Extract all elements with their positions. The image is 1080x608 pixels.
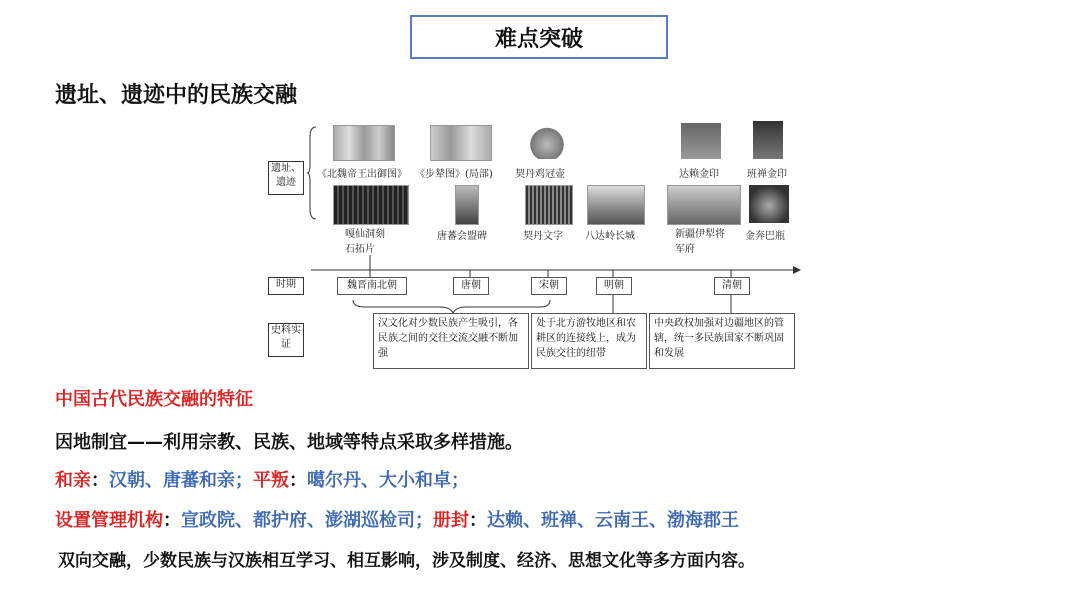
colon: ： bbox=[469, 510, 487, 531]
period-label: 明朝 bbox=[596, 277, 632, 295]
label-heqin: 和亲 bbox=[55, 470, 91, 491]
feature-line-4: 双向交融，少数民族与汉族相互学习、相互影响，涉及制度、经济、思想文化等多方面内容。 bbox=[58, 551, 755, 571]
artifact-caption: 八达岭长城 bbox=[585, 231, 635, 242]
row-label-evidence: 史料实证 bbox=[268, 323, 304, 357]
colon: ： bbox=[91, 470, 109, 491]
period-label: 唐朝 bbox=[453, 277, 489, 295]
feature-line-3 bbox=[55, 506, 739, 532]
artifact-caption: 契丹文字 bbox=[523, 231, 563, 242]
section-subtitle: 遗址、遗迹中的民族交融 bbox=[55, 83, 298, 108]
evidence-box: 中央政权加强对边疆地区的管辖，统一多民族国家不断巩固和发展 bbox=[649, 313, 795, 369]
value-pingpan: 噶尔丹、大小和卓； bbox=[307, 470, 469, 491]
history-diagram bbox=[265, 115, 805, 373]
period-label: 宋朝 bbox=[531, 277, 567, 295]
artifact-caption: 嘎仙洞刻石拓片 bbox=[345, 229, 385, 255]
row-label-period: 时期 bbox=[268, 277, 304, 295]
feature-line-2 bbox=[55, 466, 469, 492]
artifact-caption: 金奔巴瓶 bbox=[745, 231, 785, 242]
artifact-caption: 新疆伊犁将军府 bbox=[675, 229, 725, 255]
label-pingpan: 平叛 bbox=[253, 470, 289, 491]
feature-line-1: 因地制宜——利用宗教、民族、地域等特点采取多样措施。 bbox=[55, 432, 523, 453]
colon: ： bbox=[289, 470, 307, 491]
artifact-caption: 班禅金印 bbox=[747, 169, 787, 180]
evidence-box: 处于北方游牧地区和农耕区的连接线上，成为民族交往的纽带 bbox=[531, 313, 647, 369]
feature-heading: 中国古代民族交融的特征 bbox=[55, 389, 253, 410]
page-title: 难点突破 bbox=[410, 15, 668, 59]
colon: ： bbox=[163, 510, 181, 531]
artifact-caption: 达赖金印 bbox=[679, 169, 719, 180]
period-label: 清朝 bbox=[714, 277, 750, 295]
artifact-caption: 唐蕃会盟碑 bbox=[437, 231, 487, 242]
artifact-caption: 《北魏帝王出御图》 bbox=[317, 169, 407, 180]
value-cefeng: 达赖、班禅、云南王、渤海郡王 bbox=[487, 510, 739, 531]
value-heqin: 汉朝、唐蕃和亲； bbox=[109, 470, 253, 491]
artifact-caption: 《步辇图》(局部) bbox=[415, 169, 493, 180]
label-institutions: 设置管理机构 bbox=[55, 510, 163, 531]
evidence-box: 汉文化对少数民族产生吸引，各民族之间的交往交流交融不断加强 bbox=[373, 313, 529, 369]
row-label-sites: 遗址、遗迹 bbox=[268, 161, 304, 195]
period-label: 魏晋南北朝 bbox=[337, 277, 407, 295]
label-cefeng: 册封 bbox=[433, 510, 469, 531]
value-institutions: 宣政院、都护府、澎湖巡检司； bbox=[181, 510, 433, 531]
artifact-caption: 契丹鸡冠壶 bbox=[515, 169, 565, 180]
